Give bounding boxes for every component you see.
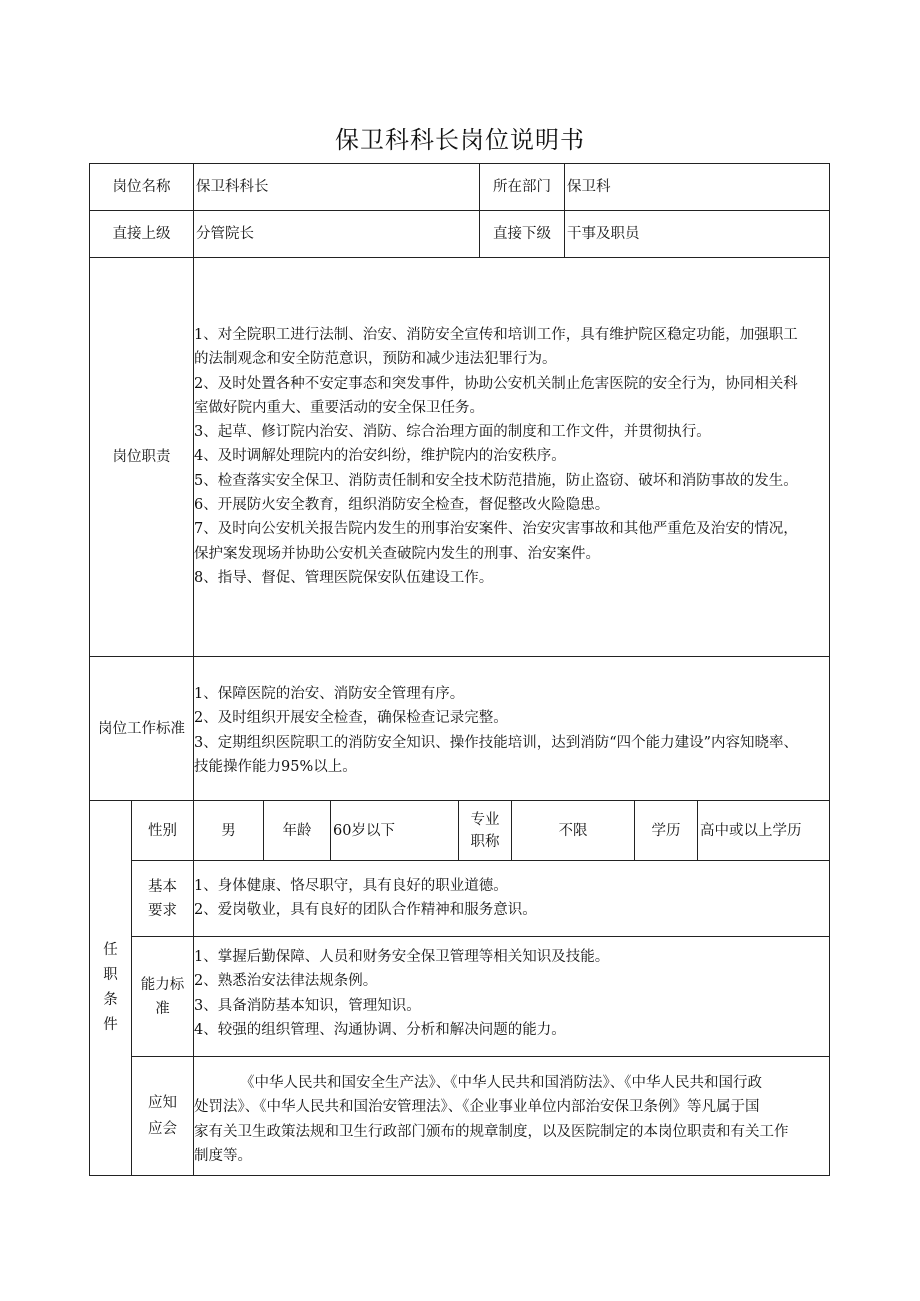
basic-requirements-label	[132, 861, 193, 936]
required-knowledge-label-line: 应知	[148, 1095, 177, 1111]
basic-requirements-text	[194, 874, 829, 923]
basic-requirement-line: 2、爱岗敬业，具有良好的团队合作精神和服务意识。	[194, 902, 537, 919]
subordinate-label: 直接下级	[493, 226, 551, 242]
superior-value: 分管院长	[196, 226, 254, 242]
professional-title-label	[459, 801, 511, 860]
standards-text	[194, 682, 829, 779]
ability-line: 3、具备消防基本知识，管理知识。	[194, 997, 421, 1014]
duty-line: 保护案发现场并协助公安机关查破院内发生的刑事、治安案件。	[194, 545, 600, 562]
qualifications-label-char: 职	[103, 967, 118, 983]
duty-line: 的法制观念和安全防范意识，预防和减少违法犯罪行为。	[194, 351, 557, 368]
duty-line: 5、检查落实安全保卫、消防责任制和安全技术防范措施，防止盗窃、破坏和消防事故的发生。	[194, 472, 798, 489]
gender-label: 性别	[148, 822, 177, 839]
knowledge-line: 家有关卫生政策法规和卫生行政部门颁布的规章制度，以及医院制定的本岗位职责和有关工作	[194, 1123, 789, 1140]
duty-line: 4、及时调解处理院内的治安纠纷，维护院内的治安秩序。	[194, 448, 566, 465]
professional-title-value: 不限	[558, 822, 588, 839]
duty-line: 7、及时向公安机关报告院内发生的刑事治安案件、治安灾害事故和其他严重危及治安的情况，	[194, 521, 798, 538]
duty-line: 3、起草、修订院内治安、消防、综合治理方面的制度和工作文件，并贯彻执行。	[194, 424, 711, 441]
age-value: 60岁以下	[333, 822, 395, 839]
ability-standards-text	[194, 945, 829, 1042]
ability-line: 4、较强的组织管理、沟通协调、分析和解决问题的能力。	[194, 1021, 566, 1038]
ability-standards-label	[132, 937, 193, 1056]
page-title: 保卫科科长岗位说明书	[335, 126, 585, 154]
knowledge-line: 《中华人民共和国安全生产法》、《中华人民共和国消防法》、《中华人民共和国行政	[240, 1075, 762, 1091]
required-knowledge-label	[132, 1057, 193, 1175]
required-knowledge-label-line: 应会	[148, 1121, 177, 1137]
gender-value: 男	[221, 822, 236, 839]
knowledge-line: 制度等。	[194, 1147, 252, 1164]
education-value: 高中或以上学历	[700, 822, 802, 839]
basic-requirement-line: 1、身体健康、恪尽职守，具有良好的职业道德。	[194, 878, 508, 894]
ability-line: 1、掌握后勤保障、人员和财务安全保卫管理等相关知识及技能。	[194, 949, 610, 965]
ability-standards-label-line: 准	[155, 1000, 170, 1017]
standard-line: 1、保障医院的治安、消防安全管理有序。	[194, 686, 465, 702]
knowledge-line: 处罚法》、《中华人民共和国治安管理法》、《企业事业单位内部治安保卫条例》等凡属于国	[194, 1099, 760, 1116]
ability-line: 2、熟悉治安法律法规条例。	[194, 973, 378, 990]
duty-line: 6、开展防火安全教育，组织消防安全检查，督促整改火险隐患。	[194, 497, 610, 514]
professional-title-label-line: 专业	[470, 811, 500, 828]
professional-title-label-line: 职称	[470, 833, 500, 850]
basic-requirements-label-line: 基本	[148, 878, 177, 895]
subordinate-value: 干事及职员	[567, 226, 640, 242]
required-knowledge-text	[194, 1071, 829, 1168]
qualifications-label	[90, 801, 131, 1175]
duty-line: 1、对全院职工进行法制、治安、消防安全宣传和培训工作，具有维护院区稳定功能，加强职工	[194, 327, 798, 343]
dept-value: 保卫科	[567, 179, 611, 195]
standard-line: 3、定期组织医院职工的消防安全知识、操作技能培训，达到消防“四个能力建设”内容知晓率、	[194, 734, 799, 751]
dept-label: 所在部门	[493, 179, 551, 195]
duty-line: 2、及时处置各种不安定事态和突发事件，协助公安机关制止危害医院的安全行为，协同相关科	[194, 375, 798, 392]
education-label: 学历	[651, 822, 681, 839]
qualifications-label-char: 件	[103, 1017, 118, 1033]
qualifications-label-char: 条	[103, 992, 118, 1008]
duty-line: 8、指导、督促、管理医院保安队伍建设工作。	[194, 569, 494, 586]
qualifications-label-char: 任	[103, 942, 118, 958]
age-label: 年龄	[282, 822, 312, 839]
standard-line: 2、及时组织开展安全检查，确保检查记录完整。	[194, 710, 508, 727]
duties-text	[194, 323, 829, 590]
standard-line: 技能操作能力95%以上。	[194, 758, 357, 775]
duties-label: 岗位职责	[112, 449, 171, 465]
basic-requirements-label-line: 要求	[148, 902, 177, 919]
standards-label: 岗位工作标准	[98, 720, 185, 737]
duty-line: 室做好院内重大、重要活动的安全保卫任务。	[194, 399, 484, 416]
superior-label: 直接上级	[112, 226, 171, 242]
ability-standards-label-line: 能力标	[140, 976, 185, 993]
post-name-value: 保卫科科长	[196, 179, 269, 195]
post-name-label: 岗位名称	[112, 179, 171, 195]
